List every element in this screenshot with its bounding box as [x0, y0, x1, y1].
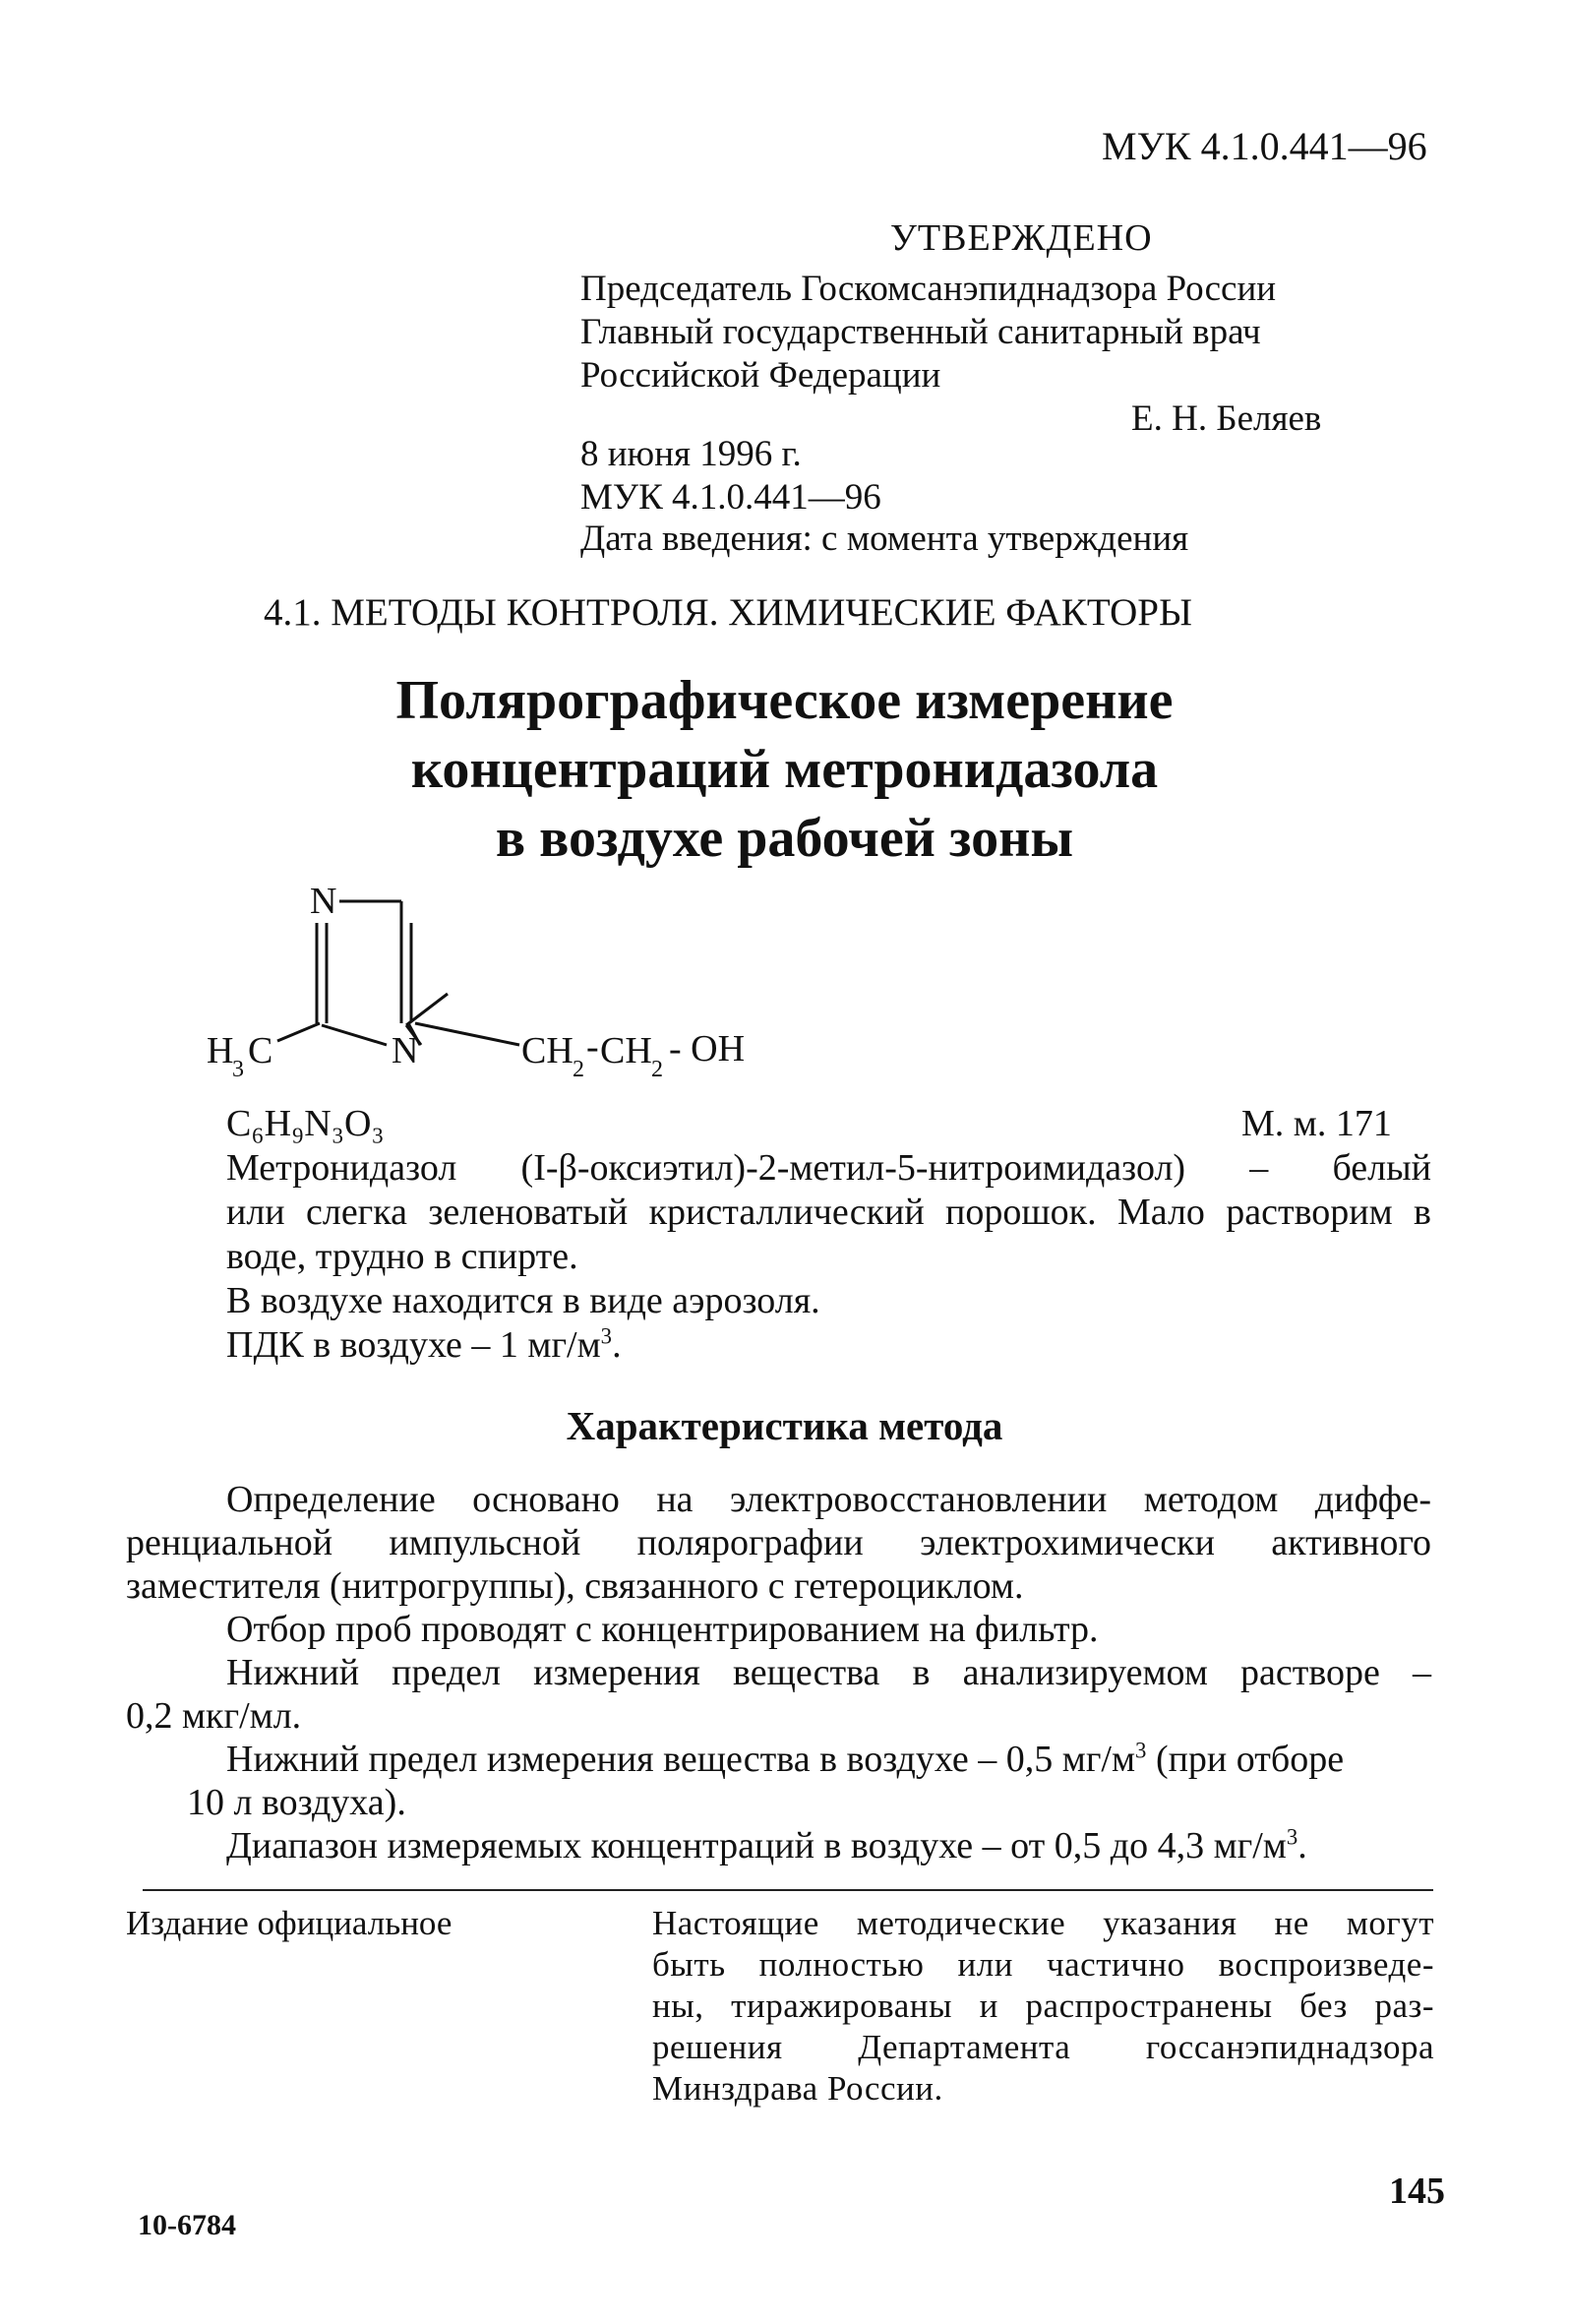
notice-line-2: быть полностью или частично воспроизведе-: [652, 1945, 1434, 1984]
atom-n-top: N: [310, 881, 337, 922]
method-heading: Характеристика метода: [566, 1403, 1003, 1448]
description-line-1: Метронидазол (I-β-оксиэтил)-2-метил-5-нитроимидазол) – белый: [226, 1147, 1431, 1189]
method-p4-line-2: 10 л воздуха).: [187, 1782, 406, 1823]
method-p5-end: .: [1297, 1825, 1307, 1866]
notice-line-5: Минздрава России.: [652, 2069, 943, 2108]
molecular-formula: C₆H₉N₃O₃: [226, 1103, 385, 1144]
aerosol-text: В воздухе находится в виде аэрозоля.: [226, 1280, 820, 1321]
method-p1-line-3: заместителя (нитрогруппы), связанного с гетероциклом.: [126, 1565, 1024, 1607]
title-line-1: Полярографическое измерение: [395, 670, 1174, 731]
pdk-value: ПДК в воздухе – 1 мг/м: [226, 1324, 601, 1366]
footer-divider: [143, 1889, 1433, 1891]
title-line-3: в воздухе рабочей зоны: [495, 808, 1074, 869]
approval-line-2: Главный государственный санитарный врач: [580, 312, 1261, 352]
method-p2: Отбор проб проводят с концентрированием на фильтр.: [226, 1609, 1099, 1650]
atom-n-ring: N: [392, 1030, 419, 1071]
bond-chain: [415, 1023, 519, 1045]
chain-ch: CH: [521, 1030, 573, 1071]
chain-subscript-1: 2: [573, 1057, 584, 1082]
pdk-text: [226, 1323, 622, 1367]
approval-code: МУК 4.1.0.441—96: [580, 477, 881, 518]
page-number: 145: [1389, 2171, 1445, 2212]
approval-line-1: Председатель Госкомсанэпиднадзора России: [580, 269, 1277, 309]
structural-formula: [207, 876, 895, 1122]
method-p5: [226, 1824, 1307, 1867]
section-heading: 4.1. МЕТОДЫ КОНТРОЛЯ. ХИМИЧЕСКИЕ ФАКТОРЫ: [264, 591, 1192, 634]
approval-date: 8 июня 1996 г.: [580, 434, 802, 474]
notice-line-4: решения Департамента госсанэпиднадзора: [652, 2028, 1434, 2066]
bond-ring-n: [322, 1025, 387, 1045]
method-p3-line-1: Нижний предел измерения вещества в анализируемом растворе –: [226, 1652, 1431, 1693]
chain-oh: - OH: [669, 1028, 746, 1070]
description-line-3: воде, трудно в спирте.: [226, 1236, 578, 1277]
pdk-superscript: 3: [600, 1323, 613, 1349]
description-line-2: или слегка зеленоватый кристаллический порошок. Мало растворим в: [226, 1192, 1431, 1233]
notice-line-1: Настоящие методические указания не могут: [652, 1904, 1434, 1942]
edition-label: Издание официальное: [126, 1904, 453, 1942]
molecular-mass: М. м. 171: [1241, 1103, 1392, 1144]
approval-title: УТВЕРЖДЕНО: [890, 217, 1153, 259]
approval-effective-date: Дата введения: с момента утверждения: [580, 519, 1189, 559]
approval-signatory: Е. Н. Беляев: [1131, 398, 1322, 439]
print-code: 10-6784: [138, 2209, 236, 2241]
title-line-2: концентраций метронидазола: [410, 739, 1159, 800]
method-p1-line-2: ренциальной импульсной полярографии электрохимически активного: [126, 1522, 1431, 1563]
method-p5-superscript: 3: [1286, 1824, 1298, 1850]
method-p4-text: Нижний предел измерения вещества в воздухе – 0,5 мг/м: [226, 1739, 1136, 1780]
method-p3-line-2: 0,2 мкг/мл.: [126, 1695, 302, 1737]
method-p1-line-1: Определение основано на электровосстановлении методом диффе-: [226, 1479, 1431, 1520]
document-code: МУК 4.1.0.441—96: [1102, 124, 1427, 168]
chain-subscript-2: 2: [651, 1057, 663, 1082]
pdk-end: .: [612, 1324, 622, 1366]
method-p5-text: Диапазон измеряемых концентраций в воздухе – от 0,5 до 4,3 мг/м: [226, 1825, 1287, 1866]
chain-ch2: CH: [600, 1030, 652, 1071]
notice-line-3: ны, тиражированы и распространены без раз-: [652, 1987, 1434, 2025]
method-p4-tail: (при отборе: [1146, 1739, 1345, 1780]
chain-dash: -: [586, 1026, 599, 1068]
approval-line-3: Российской Федерации: [580, 355, 941, 396]
method-p4-line-1: [226, 1738, 1344, 1781]
atom-h: H: [207, 1030, 234, 1071]
atom-c: C: [248, 1030, 273, 1071]
method-p4-superscript: 3: [1135, 1738, 1147, 1763]
bond-c-ring: [277, 1023, 320, 1041]
atom-h-subscript: 3: [232, 1057, 244, 1082]
